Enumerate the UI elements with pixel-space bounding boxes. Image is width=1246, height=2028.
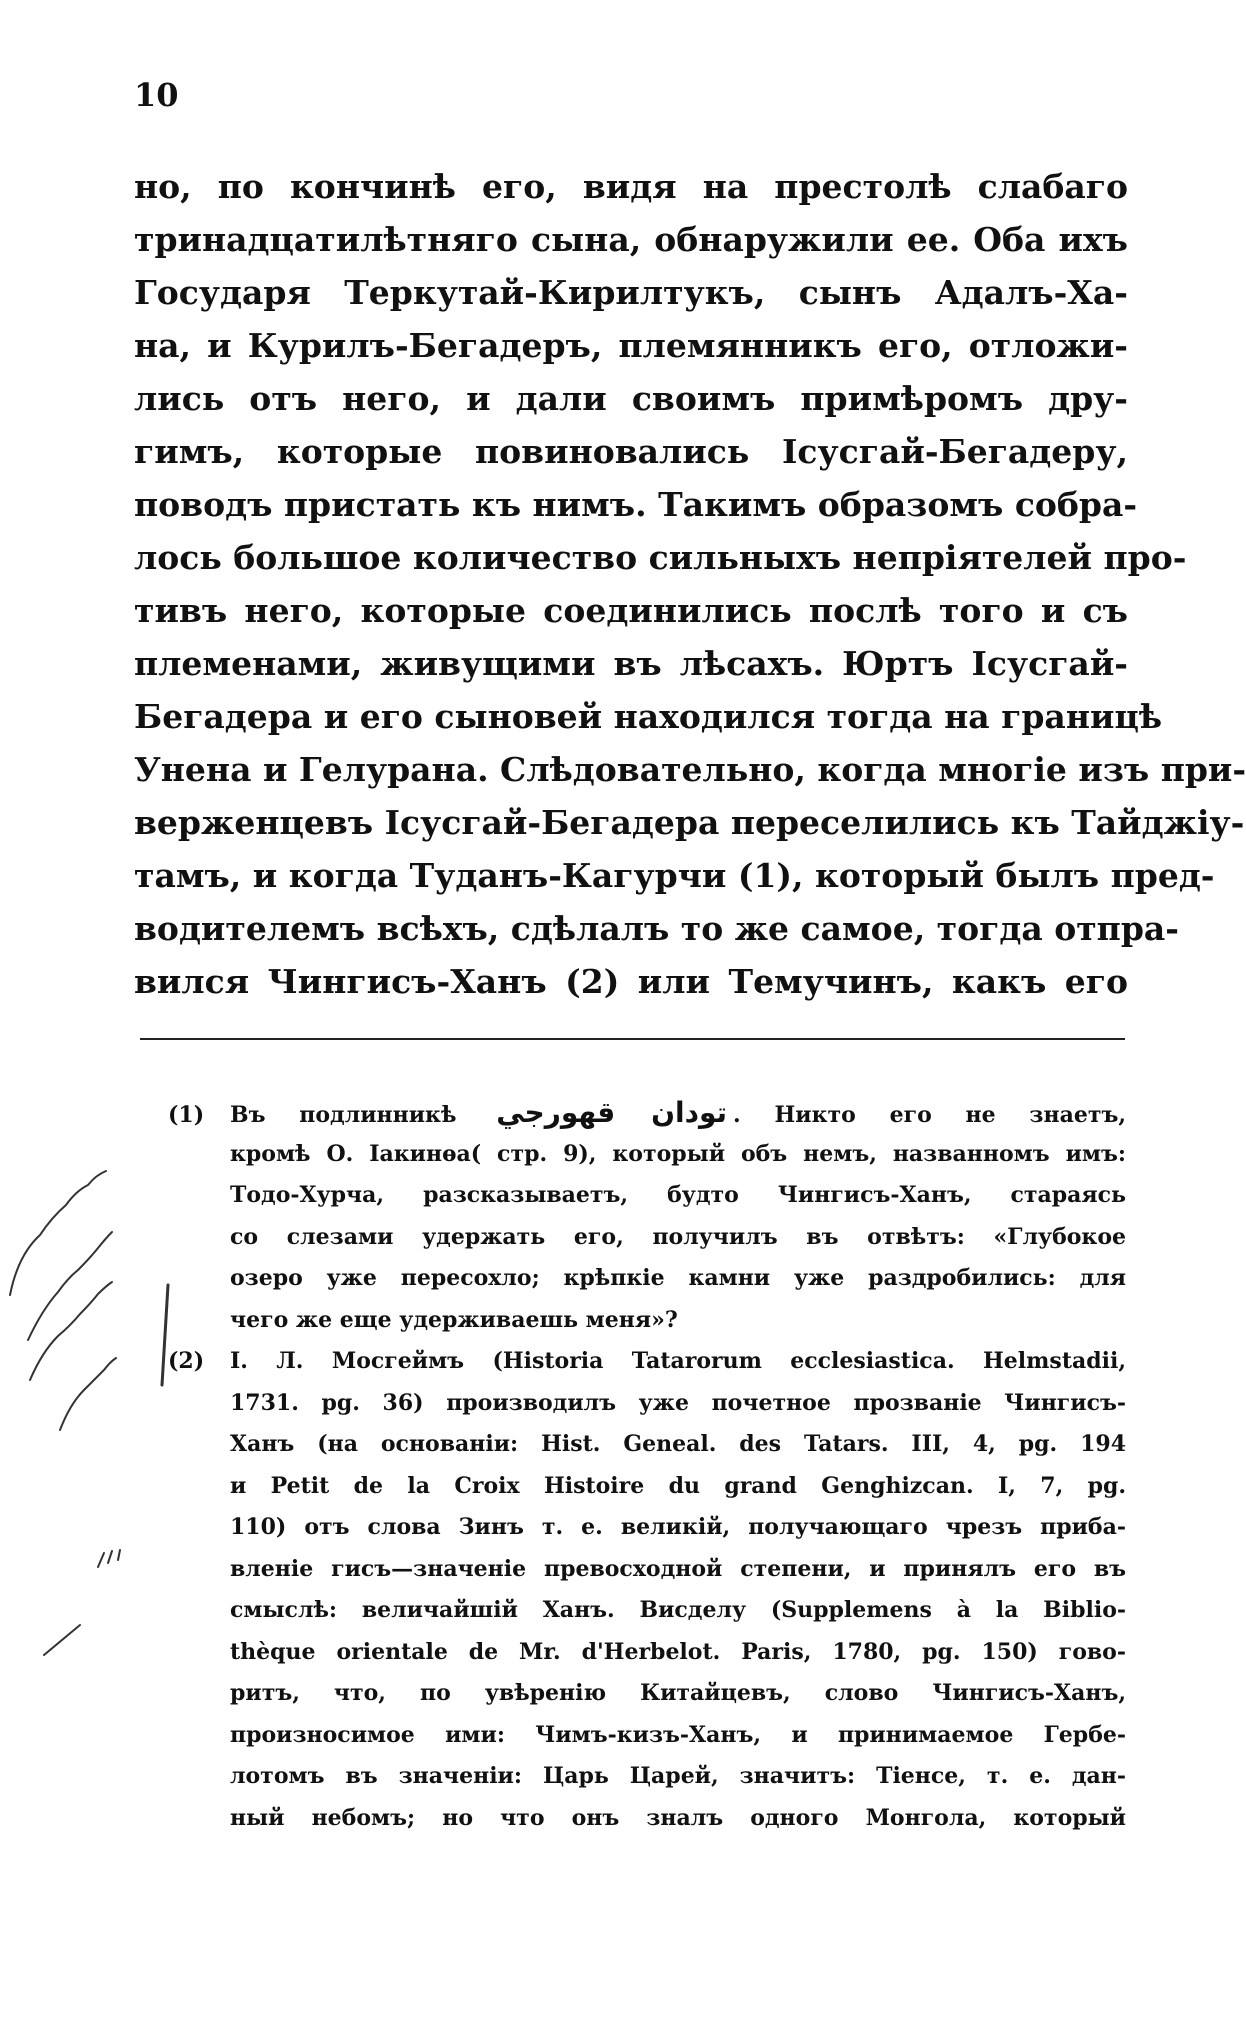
footnote-line: лотомъ въ значеніи: Царь Царей, значитъ: Тiенсе, т. е. дан- <box>230 1763 1126 1789</box>
footnote-line: Ханъ (на основаніи: Hist. Geneal. des Tatars. III, 4, pg. 194 <box>230 1431 1126 1457</box>
footnote-number: (2) <box>168 1348 205 1374</box>
footnote-2-first-line <box>168 1341 1126 1383</box>
footnote-line: смыслѣ: величайшій Ханъ. Висделу (Supplemens à la Biblio- <box>230 1597 1126 1623</box>
text-line: Бегадера и его сыновей находился тогда на границѣ <box>134 697 1163 736</box>
text-line: верженцевъ Ісусгай-Бегадера переселились къ Тайджіу- <box>134 803 1245 842</box>
footnote-line: 110) отъ слова Зинъ т. е. великій, получающаго чрезъ прибa- <box>230 1514 1126 1540</box>
footnote-text: Въ подлинникѣ <box>230 1102 457 1128</box>
footnote-line: чего же еще удерживаешь меня»? <box>230 1306 678 1333</box>
footnote-number: (1) <box>168 1102 205 1128</box>
text-line: Государя Теркутай-Кирилтукъ, сынъ Адалъ-Ха- <box>134 273 1128 312</box>
text-line: гимъ, которые повиновались Ісусгай-Бегадеру, <box>134 432 1128 471</box>
footnote-line: ный небомъ; но что онъ зналъ одного Монгола, который <box>230 1804 1126 1831</box>
footnote-line: произносимое ими: Чимъ-кизъ-Ханъ, и принимаемое Гербе- <box>230 1721 1126 1748</box>
text-line: лись отъ него, и дали своимъ примѣромъ дру- <box>134 379 1128 418</box>
footnotes <box>168 1092 1126 1839</box>
footnote-line: ритъ, что, по увѣренію Китайцевъ, слово Чингисъ-Ханъ, <box>230 1680 1126 1706</box>
text-line: поводъ пристать къ нимъ. Такимъ образомъ собра- <box>134 485 1138 524</box>
footnote-line: со слезами удержать его, получилъ въ отвѣтъ: «Глубокое <box>230 1223 1126 1250</box>
text-line: тивъ него, которые соединились послѣ того и съ <box>134 591 1128 630</box>
text-line: на, и Курилъ-Бегадеръ, племянникъ его, отложи- <box>134 326 1128 365</box>
main-text <box>134 160 1246 1008</box>
text-line: тамъ, и когда Туданъ-Кагурчи (1), который былъ пред- <box>134 856 1215 895</box>
text-line: но, по кончинѣ его, видя на престолѣ слабаго <box>134 167 1128 206</box>
text-line: племенами, живущими въ лѣсахъ. Юртъ Ісусгай- <box>134 644 1128 683</box>
pencil-dash <box>98 1550 120 1567</box>
footnote-line: 1731. pg. 36) производилъ уже почетное прозваніе Чингисъ- <box>230 1389 1126 1416</box>
handwritten-marginalia <box>0 1080 170 1700</box>
footnote-line: озеро уже пересохло; крѣпкіе камни уже раздробились: для <box>230 1265 1126 1291</box>
footnote-1-first-line <box>168 1092 1126 1134</box>
pencil-scribble <box>30 1282 112 1380</box>
footnote-line: thèque orientale de Mr. d'Herbelot. Paris, 1780, pg. 150) гово- <box>230 1638 1126 1665</box>
page-number: 10 <box>134 76 179 114</box>
text-line: Унена и Гелурана. Слѣдовательно, когда многіе изъ при- <box>134 750 1246 789</box>
footnote-line: кромѣ О. Іакинѳа( стр. 9), который объ немъ, названномъ имъ: <box>230 1140 1126 1167</box>
text-line: вился Чингисъ-Ханъ (2) или Темучинъ, какъ его <box>134 962 1128 1001</box>
footnote-line: и Petit de la Croix Histoire du grand Genghizcan. I, 7, pg. <box>230 1472 1126 1499</box>
text-line: тринадцатилѣтняго сына, обнаружили ее. Оба ихъ <box>134 220 1128 259</box>
pencil-mark-vertical <box>162 1285 168 1385</box>
text-line: лось большое количество сильныхъ непріятелей про- <box>134 538 1187 577</box>
pencil-dash <box>44 1625 80 1655</box>
footnote-line: Тодо-Хурча, разсказываетъ, будто Чингисъ-Ханъ, стараясь <box>230 1182 1126 1208</box>
text-line: водителемъ всѣхъ, сдѣлалъ то же самое, тогда отпра- <box>134 909 1179 948</box>
footnote-text: . Никто его не знаетъ, <box>733 1102 1126 1128</box>
pencil-scribble <box>60 1358 116 1430</box>
footnote-divider <box>140 1038 1125 1040</box>
arabic-script: تودان قهورجي <box>496 1096 728 1129</box>
footnote-line: вленіе гисъ—значеніе превосходной степени, и принялъ его въ <box>230 1555 1126 1582</box>
footnote-text: I. Л. Мосгеймъ (Historia Tatarorum ecclesiastica. Helmstadii, <box>230 1348 1126 1374</box>
pencil-scribble <box>10 1171 106 1295</box>
